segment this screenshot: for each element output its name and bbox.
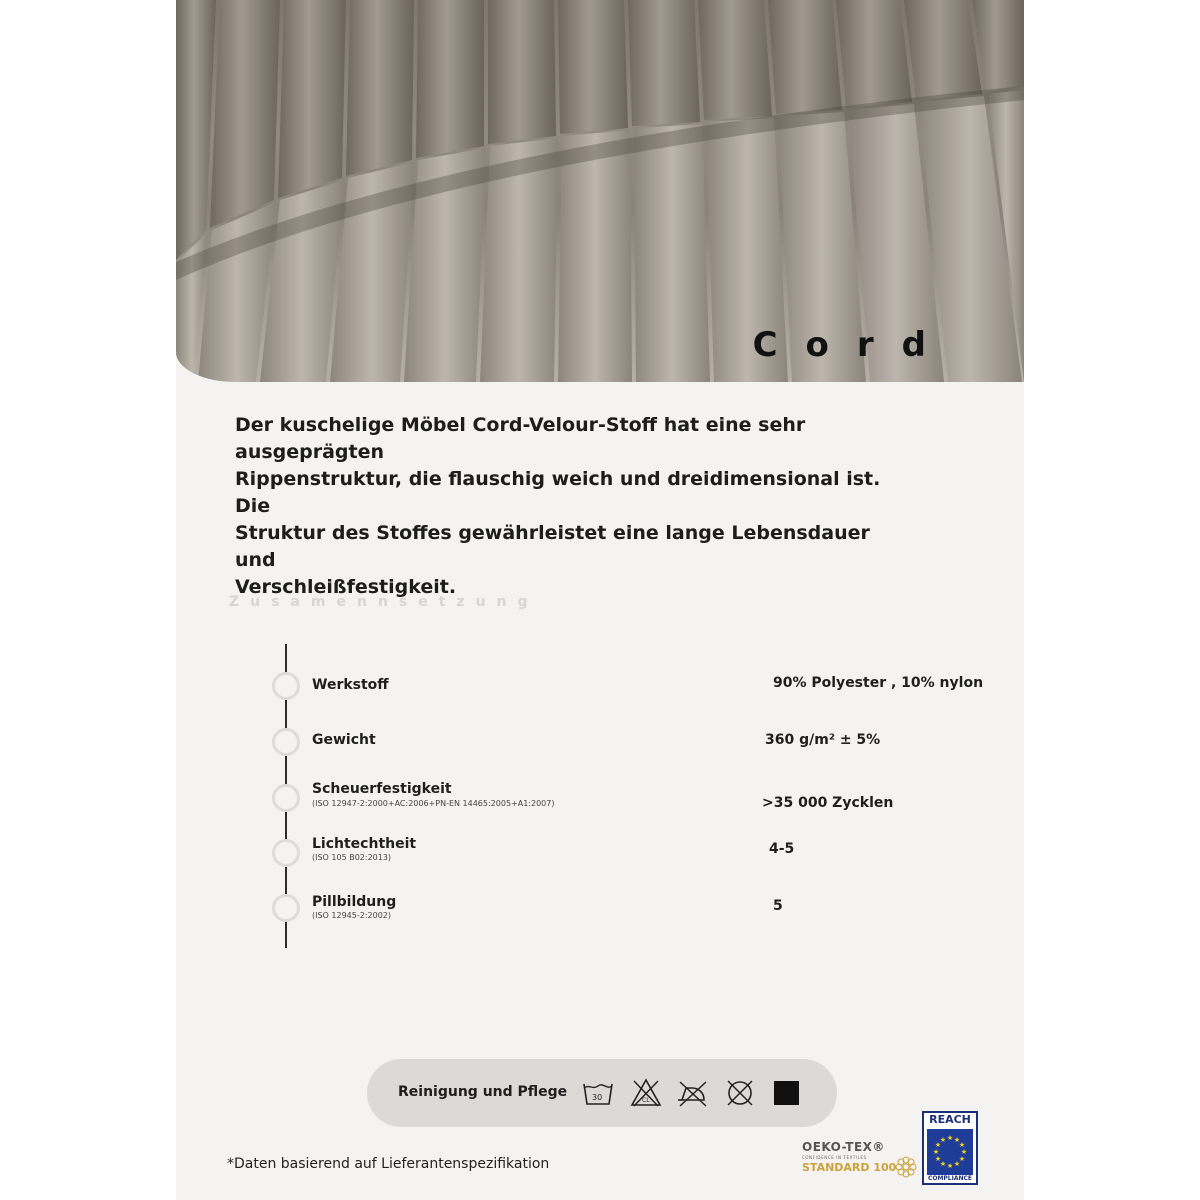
wash-30-icon [582,1078,614,1108]
square-symbol-icon [772,1078,802,1108]
reach-compliance-badge [922,1111,978,1185]
spec-norm: (ISO 105 B02:2013) [312,853,392,862]
spec-value-pillbildung: 5 [773,898,783,914]
svg-text:★: ★ [946,1134,954,1142]
svg-text:★: ★ [934,1141,942,1149]
spec-label: Scheuerfestigkeit [312,781,452,797]
timeline-dot [272,672,300,700]
svg-text:CL: CL [642,1097,650,1104]
spec-value-werkstoff: 90% Polyester , 10% nylon [773,675,984,691]
svg-text:★: ★ [953,1160,961,1168]
spec-label: Werkstoff [312,677,389,693]
reach-footer: COMPLIANCE [924,1175,976,1183]
spec-label: Gewicht [312,732,376,748]
product-title: Cord [752,325,954,365]
svg-text:★: ★ [939,1160,947,1168]
timeline-dot [272,784,300,812]
oeko-tex-standard: STANDARD 100 [802,1161,897,1174]
oeko-tex-name: OEKO-TEX® [802,1140,885,1154]
spec-label: Pillbildung [312,894,397,910]
no-dry-clean-icon [724,1078,756,1108]
product-sheet [176,0,1024,1200]
svg-text:★: ★ [932,1148,940,1156]
svg-text:★: ★ [953,1136,961,1144]
svg-text:★: ★ [960,1148,968,1156]
spec-value-lichtechtheit: 4-5 [769,841,795,857]
flower-icon [894,1155,918,1179]
spec-value-scheuerfestigkeit: >35 000 Zycklen [762,795,894,811]
spec-norm: (ISO 12947-2:2000+AC:2006+PN-EN 14465:2005+A1:2007) [312,799,555,808]
spec-label: Lichtechtheit [312,836,417,852]
svg-text:★: ★ [958,1141,966,1149]
product-description: Der kuschelige Möbel Cord-Velour-Stoff hat eine sehr ausgeprägten Rippenstruktur, die flauschig weich und dreidimensional ist. Die Struktur des Stoffes gewährleistet eine lange Lebensdauer und Verschleißfestigkeit. [235,414,881,598]
oeko-tex-logo [802,1140,920,1178]
spec-norm: (ISO 12945-2:2002) [312,911,391,920]
timeline-dot [272,839,300,867]
svg-text:30: 30 [592,1093,603,1102]
care-instructions-bar [367,1059,837,1127]
timeline-dot [272,728,300,756]
oeko-tex-tagline: CONFIDENCE IN TEXTILES [802,1155,867,1160]
svg-text:★: ★ [939,1136,947,1144]
no-chlorine-bleach-icon [630,1078,662,1108]
svg-text:★: ★ [934,1155,942,1163]
care-label: Reinigung und Pflege [398,1084,568,1100]
composition-heading: Zusamennsetzung [229,594,539,610]
timeline-dot [272,894,300,922]
eu-flag-icon [927,1129,973,1175]
svg-text:★: ★ [958,1155,966,1163]
reach-title: REACH [924,1113,976,1127]
no-ironing-icon [676,1078,710,1108]
data-footnote: *Daten basierend auf Lieferantenspezifikation [227,1156,550,1172]
fabric-photo [176,0,1024,382]
svg-text:★: ★ [946,1162,954,1170]
spec-value-gewicht: 360 g/m² ± 5% [765,732,881,748]
